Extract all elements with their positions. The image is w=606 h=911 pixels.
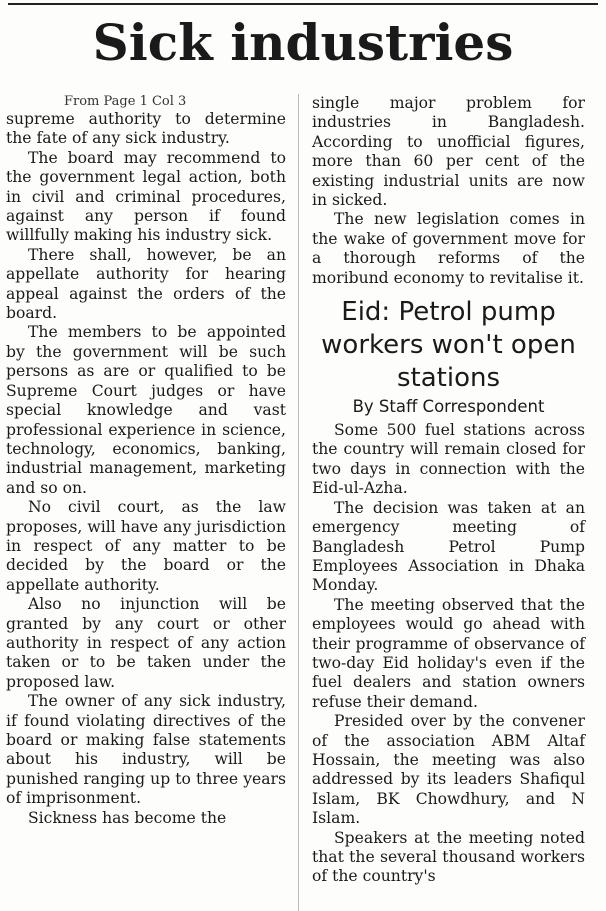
- article-paragraph: Also no injunction will be granted by any court or other authority in respect of any action taken or to be taken under the proposed law.: [6, 595, 286, 691]
- story2-paragraph: Presided over by the convener of the association ABM Altaf Hossain, the meeting was also addressed by its leaders Shafiqul Islam, BK Chowdhury, and N Islam.: [312, 712, 585, 828]
- article-paragraph: No civil court, as the law proposes, will have any jurisdiction in respect of any matter to be decided by the board or the appellate authority.: [6, 498, 286, 594]
- story2-paragraph: Some 500 fuel stations across the country will remain closed for two days in connection with the Eid-ul-Azha.: [312, 421, 585, 498]
- story2-paragraph: The meeting observed that the employees would go ahead with their programme of observance of two-day Eid holiday's even if the fuel dealers and station owners refuse their demand.: [312, 595, 585, 711]
- right-column: [312, 94, 585, 887]
- article-paragraph: The board may recommend to the government legal action, both in civil and criminal procedures, against any person if found willfully making his industry sick.: [6, 148, 286, 245]
- story2-paragraph: Speakers at the meeting noted that the several thousand workers of the country's: [312, 828, 585, 886]
- left-column: [6, 94, 286, 828]
- article-paragraph: There shall, however, be an appellate authority for hearing appeal against the orders of the board.: [6, 245, 286, 323]
- article-paragraph: Sickness has become the: [28, 808, 227, 827]
- column-divider: [298, 94, 299, 911]
- top-rule: [8, 3, 598, 5]
- article-paragraph: The owner of any sick industry, if found violating directives of the board or making false statements about his industry, will be punished ranging up to three years of imprisonment.: [6, 692, 286, 808]
- story2-paragraph: The decision was taken at an emergency meeting of Bangladesh Petrol Pump Employees Association in Dhaka Monday.: [312, 498, 585, 595]
- story2-byline: By Staff Correspondent: [352, 397, 545, 417]
- article-paragraph: The members to be appointed by the government will be such persons as are or qualified to be Supreme Court judges or have special knowledge and vast professional experience in science, technology, economics, banking, industrial management, marketing and so on.: [6, 323, 286, 497]
- article-paragraph: supreme authority to determine the fate of any sick industry.: [6, 110, 286, 148]
- story2-headline: Eid: Petrol pump workers won't open stations: [321, 297, 576, 394]
- article-paragraph: The new legislation comes in the wake of government move for a thorough reforms of the moribund economy to revitalise it.: [312, 210, 585, 287]
- jump-line: From Page 1 Col 3: [64, 94, 187, 109]
- headline: Sick industries: [92, 13, 514, 72]
- article-paragraph: single major problem for industries in Bangladesh. According to unofficial figures, more than 60 per cent of the existing industrial units are now in sicked.: [312, 94, 585, 210]
